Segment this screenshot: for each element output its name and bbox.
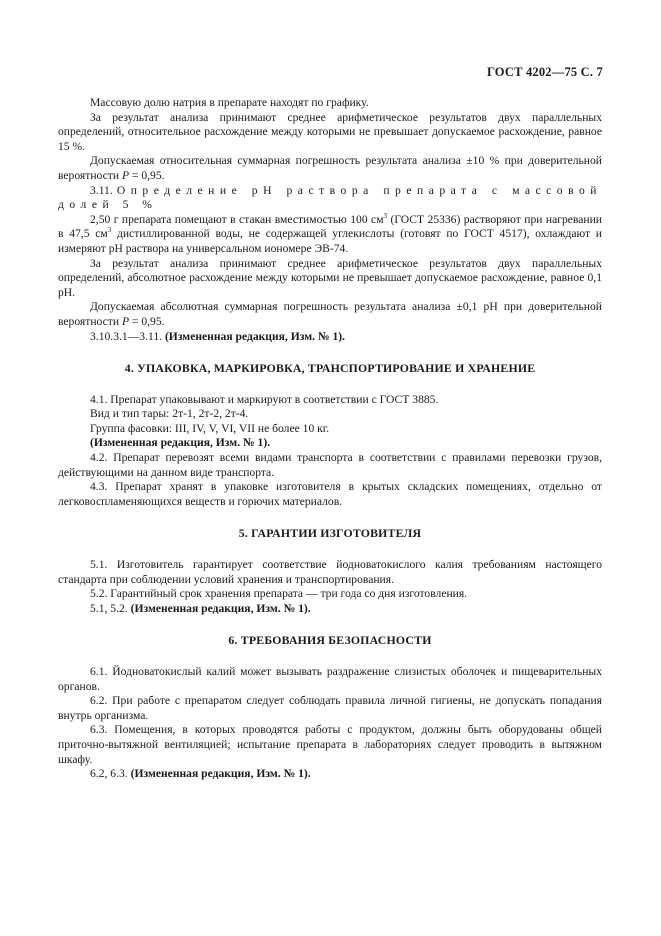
text: 3.10.3.1—3.11. [90, 329, 165, 343]
paragraph: 4.1. Препарат упаковывают и маркируют в соответствии с ГОСТ 3885. [90, 392, 439, 406]
text: = 0,95. [129, 168, 165, 182]
paragraph: Группа фасовки: III, IV, V, VI, VII не более 10 кг. [90, 421, 330, 435]
paragraph: 6.1. Йодноватокислый калий может вызывать раздражение слизистых оболочек и пищеварительных органов. [58, 665, 602, 693]
text: дистиллированной воды, не содержащей углекислоты (готовят по ГОСТ 4517), охлаждают и измеряют pH раствора на универсальном иономере ЭВ-74. [58, 227, 603, 255]
text: Допускаемая абсолютная суммарная погрешность результата анализа ±0,1 pH при доверительной вероятности [58, 300, 602, 328]
paragraph: 4.3. Препарат хранят в упаковке изготовителя в крытых складских помещениях, отдельно от легковоспламеняющихся веществ и горючих материалов. [58, 480, 602, 508]
clause-number: 3.11. [90, 183, 117, 197]
clause-heading [58, 184, 602, 213]
paragraph: 6.3. Помещения, в которых проводятся работы с продуктом, должны быть оборудованы общей приточно-вытяжной вентиляцией; испытание препарата в лабораториях следует проводить в вытяжном шкафу. [58, 723, 602, 766]
paragraph: За результат анализа принимают среднее арифметическое результатов двух параллельных определений, относительное расхождение между которыми не превышает допускаемое расхождение, равное 15 %. [58, 110, 602, 153]
section-heading: 6. ТРЕБОВАНИЯ БЕЗОПАСНОСТИ [228, 633, 432, 648]
section-heading: 5. ГАРАНТИИ ИЗГОТОВИТЕЛЯ [238, 526, 422, 541]
amendment-note: (Измененная редакция, Изм. № 1). [90, 436, 271, 450]
variable-p: P [121, 168, 130, 182]
text: = 0,95. [129, 314, 165, 328]
document-body [58, 96, 602, 782]
paragraph: 6.2. При работе с препаратом следует соблюдать правила личной гигиены, не допускать попадания внутрь организма. [58, 694, 602, 722]
superscript: 3 [107, 226, 112, 235]
amendment-note [58, 767, 602, 782]
paragraph: 4.2. Препарат перевозят всеми видами транспорта в соответствии с правилами перевозки грузов, действующими на данном виде транспорта. [58, 451, 602, 479]
text: 5.1, 5.2. [90, 601, 131, 615]
paragraph: За результат анализа принимают среднее арифметическое результатов двух параллельных определений, абсолютное расхождение между которыми не превышает допускаемое расхождение, равное 0,1 pH. [58, 256, 602, 299]
paragraph: 5.1. Изготовитель гарантирует соответствие йодноватокислого калия требованиям настоящего стандарта при соблюдении условий хранения и транспортирования. [58, 558, 602, 586]
paragraph [58, 213, 602, 257]
clause-title: Определение pH раствора препарата с массовой долей 5 % [58, 183, 602, 212]
text: 2,50 г препарата помещают в стакан вместимостью 100 см [90, 212, 384, 226]
paragraph [58, 154, 602, 183]
amendment-label: (Измененная редакция, Изм. № 1). [130, 767, 311, 781]
paragraph: Массовую долю натрия в препарате находят по графику. [90, 96, 369, 109]
paragraph [58, 300, 602, 329]
paragraph: 5.2. Гарантийный срок хранения препарата — три года со дня изготовления. [90, 587, 468, 601]
amendment-label: (Измененная редакция, Изм. № 1). [130, 601, 311, 615]
variable-p: P [121, 314, 130, 328]
text: (ГОСТ 25336) растворяют при нагревании в 47,5 см [58, 212, 603, 241]
page-header: ГОСТ 4202—75 С. 7 [486, 65, 603, 79]
superscript: 3 [383, 211, 388, 220]
paragraph: Вид и тип тары: 2т-1, 2т-2, 2т-4. [90, 407, 249, 421]
text: Допускаемая относительная суммарная погрешность результата анализа ±10 % при доверительной вероятности [58, 154, 602, 182]
text: 6.2, 6.3. [90, 767, 131, 781]
section-heading: 4. УПАКОВКА, МАРКИРОВКА, ТРАНСПОРТИРОВАНИЕ И ХРАНЕНИЕ [124, 361, 536, 376]
amendment-note [58, 602, 602, 617]
amendment-note [58, 330, 602, 345]
amendment-label: (Измененная редакция, Изм. № 1). [164, 329, 346, 343]
